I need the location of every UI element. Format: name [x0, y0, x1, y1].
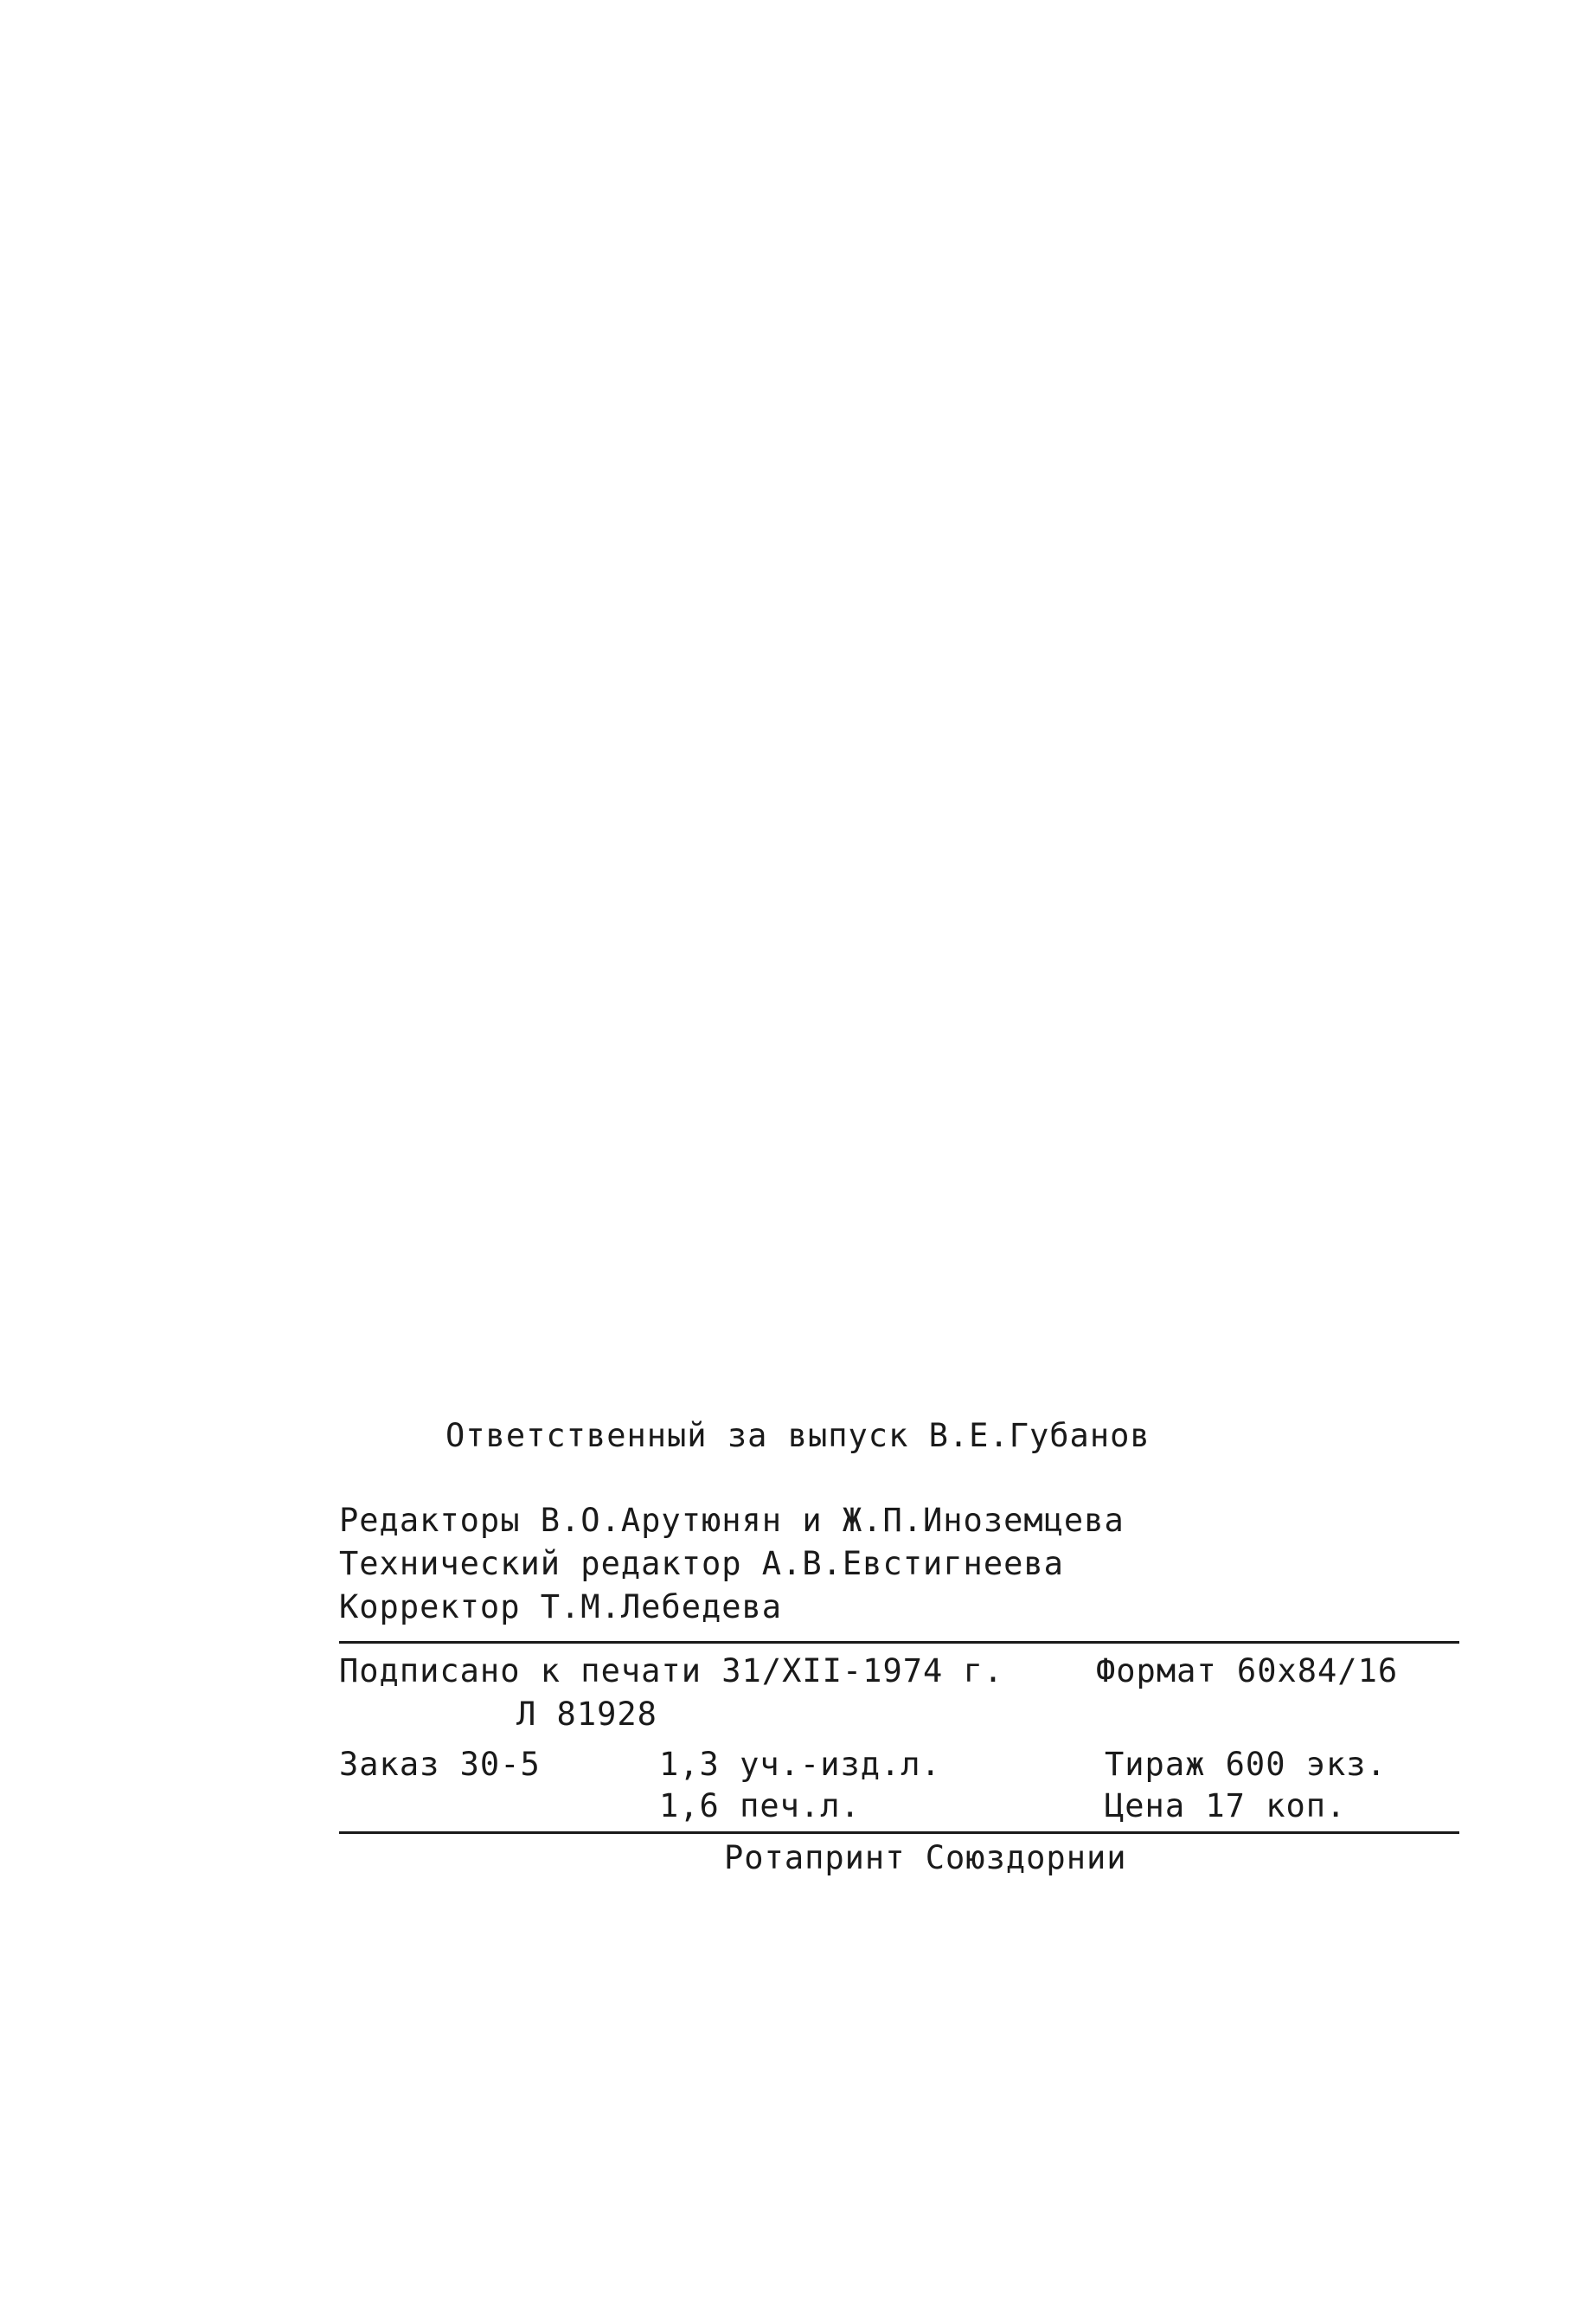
publishing-sheets: 1,3 уч.-изд.л. — [659, 1746, 941, 1783]
responsible-line: Ответственный за выпуск В.Е.Губанов — [445, 1417, 1151, 1454]
format-value: Формат 60х84/16 — [1096, 1652, 1399, 1689]
price: Цена 17 коп. — [1105, 1787, 1347, 1824]
editors-line: Редакторы В.О.Арутюнян и Ж.П.Иноземцева — [339, 1502, 1125, 1539]
tech-editor-line: Технический редактор А.В.Евстигнеева — [339, 1545, 1064, 1582]
bottom-rule — [339, 1831, 1459, 1834]
printed-sheets: 1,6 печ.л. — [659, 1787, 861, 1824]
top-rule — [339, 1641, 1459, 1644]
printer-line: Ротапринт Союздорнии — [724, 1839, 1127, 1876]
signed-for-print: Подписано к печати 31/XII-1974 г. — [339, 1652, 1004, 1689]
circulation: Тираж 600 экз. — [1105, 1746, 1387, 1783]
order-number: Заказ 30-5 — [339, 1746, 541, 1783]
license-number: Л 81928 — [516, 1696, 657, 1733]
proofreader-line: Корректор Т.М.Лебедева — [339, 1588, 783, 1625]
